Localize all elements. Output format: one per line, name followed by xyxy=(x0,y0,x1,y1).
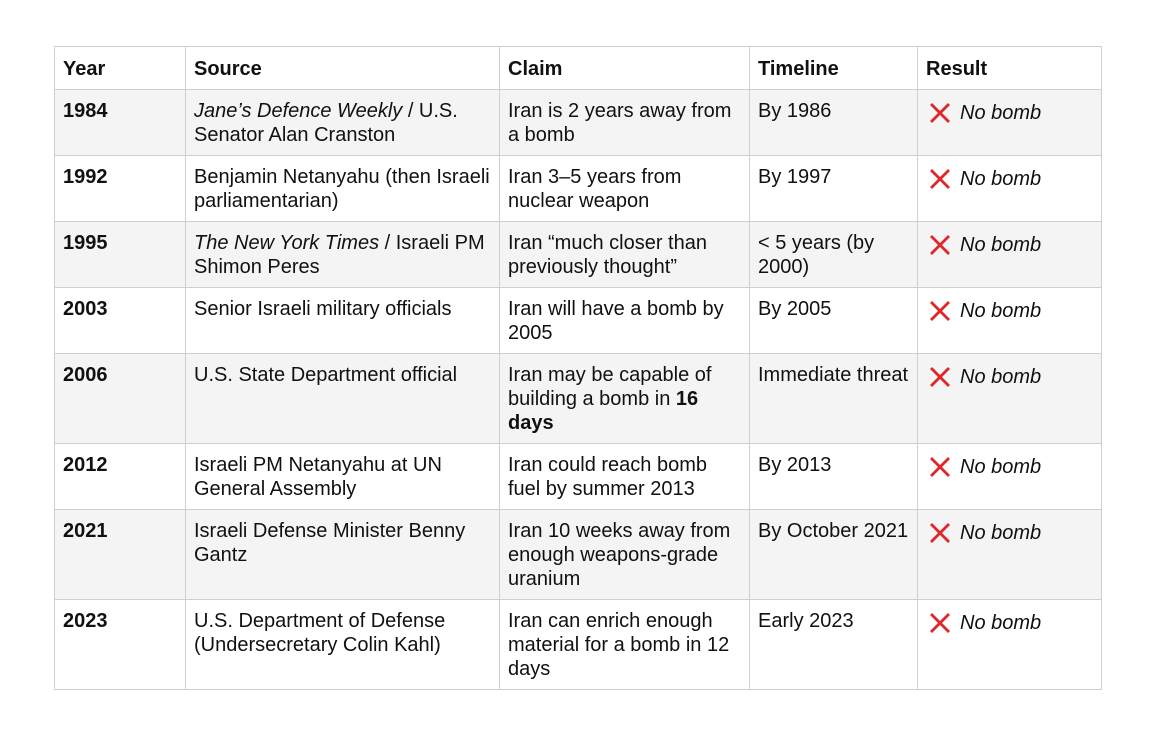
result-cell xyxy=(918,222,1102,288)
cross-mark-icon xyxy=(926,453,954,481)
result-wrap xyxy=(926,363,1093,391)
claim-emphasis: 16 days xyxy=(508,388,699,434)
timeline-cell: By October 2021 xyxy=(750,510,918,600)
claim-text: Iran “much closer than previously thought” xyxy=(508,232,707,278)
year-cell: 1984 xyxy=(55,90,186,156)
table-row-1992 xyxy=(55,156,1102,222)
cross-mark-icon xyxy=(926,231,954,259)
claim-cell xyxy=(500,354,750,444)
timeline-cell: < 5 years (by 2000) xyxy=(750,222,918,288)
timeline-cell: Early 2023 xyxy=(750,600,918,690)
claim-cell xyxy=(500,90,750,156)
source-text: Israeli Defense Minister Benny Gantz xyxy=(194,520,466,566)
header-source: Source xyxy=(186,47,500,90)
result-wrap xyxy=(926,297,1093,325)
timeline-cell: Immediate threat xyxy=(750,354,918,444)
result-text: No bomb xyxy=(960,102,1042,124)
source-text: Senior Israeli military officials xyxy=(194,298,452,320)
source-cell xyxy=(186,222,500,288)
source-cell xyxy=(186,600,500,690)
claim-cell xyxy=(500,222,750,288)
source-publication: Jane’s Defence Weekly xyxy=(194,100,403,122)
cross-mark-icon xyxy=(926,609,954,637)
header-timeline: Timeline xyxy=(750,47,918,90)
result-cell xyxy=(918,90,1102,156)
claim-text: Iran 10 weeks away from enough weapons-grade uranium xyxy=(508,520,731,590)
result-cell xyxy=(918,510,1102,600)
result-cell xyxy=(918,156,1102,222)
source-cell xyxy=(186,156,500,222)
result-cell xyxy=(918,288,1102,354)
header-claim: Claim xyxy=(500,47,750,90)
cross-mark-icon xyxy=(926,99,954,127)
year-cell: 1992 xyxy=(55,156,186,222)
source-cell xyxy=(186,90,500,156)
table-row-1995 xyxy=(55,222,1102,288)
header-result: Result xyxy=(918,47,1102,90)
cross-mark-icon xyxy=(926,297,954,325)
source-text: / U.S. Senator Alan Cranston xyxy=(194,100,458,146)
header-year: Year xyxy=(55,47,186,90)
result-wrap xyxy=(926,609,1093,637)
result-cell xyxy=(918,354,1102,444)
result-wrap xyxy=(926,231,1093,259)
source-text: Benjamin Netanyahu (then Israeli parliamentarian) xyxy=(194,166,490,212)
year-cell: 2012 xyxy=(55,444,186,510)
source-text: U.S. State Department official xyxy=(194,364,458,386)
claims-table xyxy=(54,46,1102,690)
claim-cell xyxy=(500,156,750,222)
year-cell: 2003 xyxy=(55,288,186,354)
claim-cell xyxy=(500,288,750,354)
result-cell xyxy=(918,600,1102,690)
source-cell xyxy=(186,288,500,354)
result-text: No bomb xyxy=(960,612,1042,634)
claim-text: Iran 3–5 years from nuclear weapon xyxy=(508,166,682,212)
result-text: No bomb xyxy=(960,300,1042,322)
source-publication: The New York Times xyxy=(194,232,380,254)
result-wrap xyxy=(926,165,1093,193)
table-row-1984 xyxy=(55,90,1102,156)
year-cell: 2023 xyxy=(55,600,186,690)
source-text: U.S. Department of Defense (Undersecretary Colin Kahl) xyxy=(194,610,446,656)
result-text: No bomb xyxy=(960,366,1042,388)
header-row xyxy=(55,47,1102,90)
source-cell xyxy=(186,354,500,444)
timeline-cell: By 1986 xyxy=(750,90,918,156)
year-cell: 2021 xyxy=(55,510,186,600)
cross-mark-icon xyxy=(926,363,954,391)
table-row-2003 xyxy=(55,288,1102,354)
claim-text: Iran could reach bomb fuel by summer 2013 xyxy=(508,454,708,500)
table-row-2023 xyxy=(55,600,1102,690)
claim-cell xyxy=(500,510,750,600)
result-text: No bomb xyxy=(960,234,1042,256)
year-cell: 1995 xyxy=(55,222,186,288)
timeline-cell: By 2005 xyxy=(750,288,918,354)
table-body xyxy=(55,90,1102,690)
claim-text: Iran will have a bomb by 2005 xyxy=(508,298,724,344)
cross-mark-icon xyxy=(926,519,954,547)
claim-text: Iran can enrich enough material for a bomb in 12 days xyxy=(508,610,730,680)
result-cell xyxy=(918,444,1102,510)
result-wrap xyxy=(926,453,1093,481)
claim-cell xyxy=(500,600,750,690)
result-wrap xyxy=(926,519,1093,547)
result-text: No bomb xyxy=(960,522,1042,544)
source-cell xyxy=(186,510,500,600)
year-cell: 2006 xyxy=(55,354,186,444)
source-text: Israeli PM Netanyahu at UN General Assembly xyxy=(194,454,442,500)
table-row-2006 xyxy=(55,354,1102,444)
table-row-2021 xyxy=(55,510,1102,600)
source-cell xyxy=(186,444,500,510)
claim-text: Iran is 2 years away from a bomb xyxy=(508,100,732,146)
claim-cell xyxy=(500,444,750,510)
result-wrap xyxy=(926,99,1093,127)
table-header xyxy=(55,47,1102,90)
table-row-2012 xyxy=(55,444,1102,510)
timeline-cell: By 1997 xyxy=(750,156,918,222)
result-text: No bomb xyxy=(960,168,1042,190)
timeline-cell: By 2013 xyxy=(750,444,918,510)
claim-text: Iran may be capable of building a bomb in xyxy=(508,364,712,410)
source-text: / Israeli PM Shimon Peres xyxy=(194,232,485,278)
cross-mark-icon xyxy=(926,165,954,193)
result-text: No bomb xyxy=(960,456,1042,478)
